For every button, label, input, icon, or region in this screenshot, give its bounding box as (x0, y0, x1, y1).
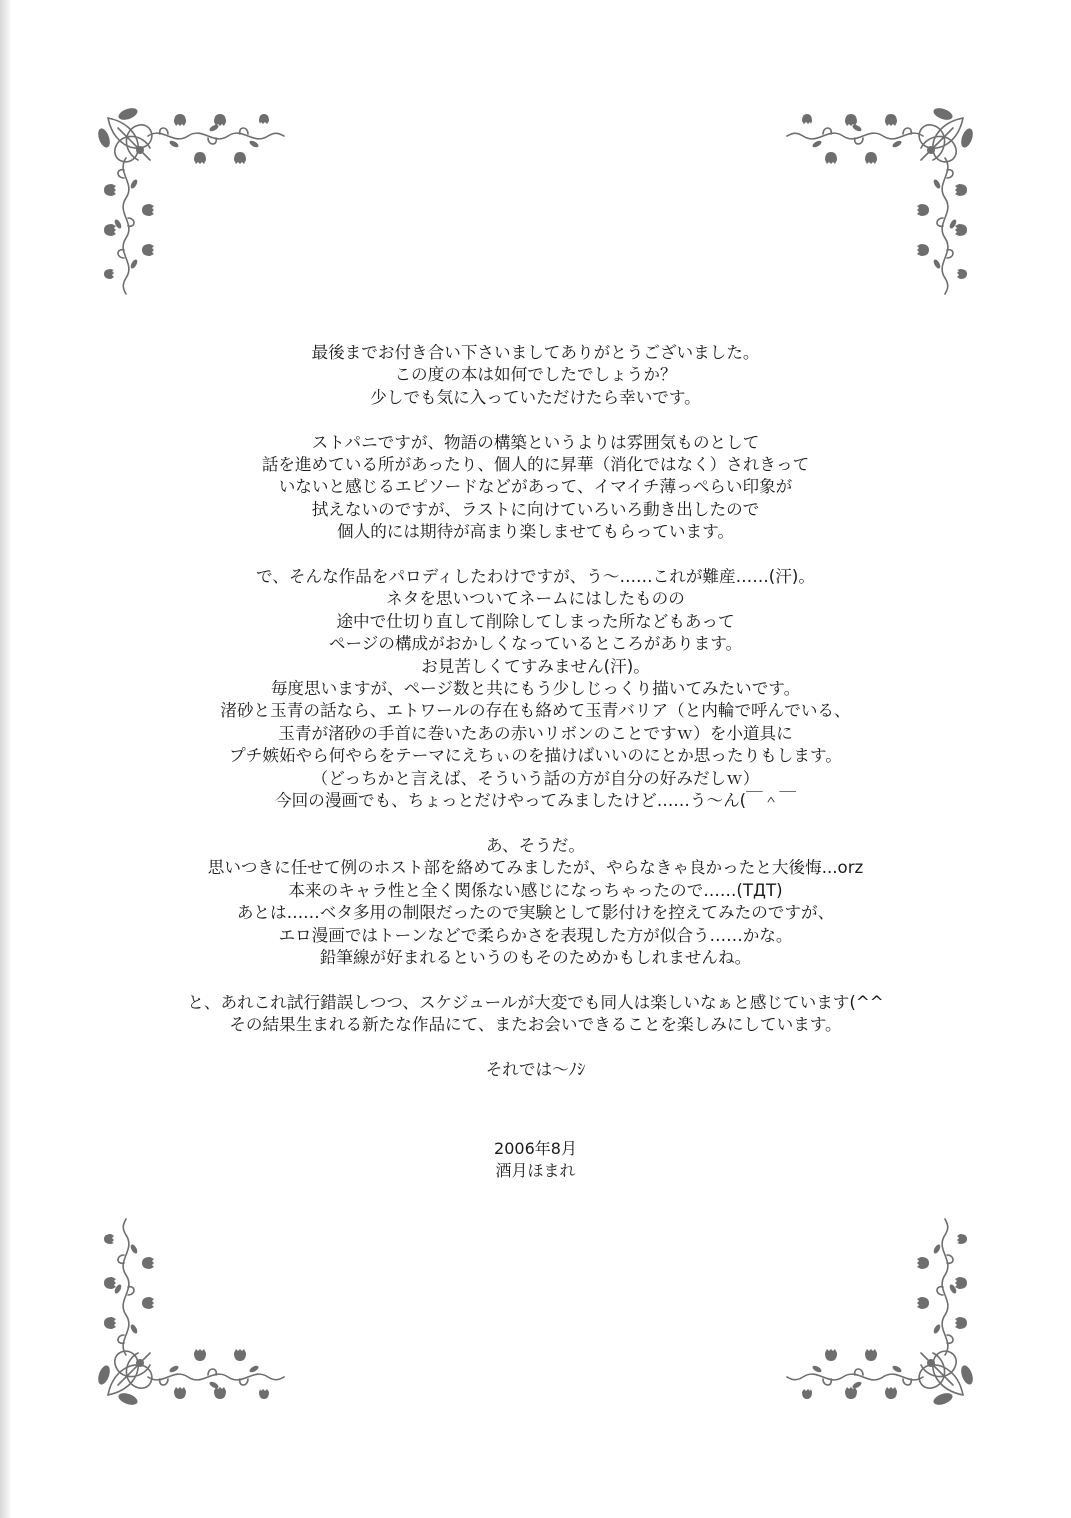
paragraph (120, 342, 951, 409)
text-line: 個人的には期待が高まり楽しませてもらっています。 (337, 522, 734, 542)
text-line: 玉青が渚砂の手首に巻いたあの赤いリボンのことですｗ）を小道具に (278, 723, 793, 743)
text-line: ストパニですが、物語の構築というよりは雰囲気ものとして (311, 432, 760, 452)
text-line: いないと感じるエピソードなどがあって、イマイチ薄っぺらい印象が (278, 477, 793, 497)
text-line: 話を進めている所があったり、個人的に昇華（消化ではなく）されきって (261, 455, 810, 475)
text-line: この度の本は如何でしたでしょうか？ (394, 365, 677, 385)
text-line: 毎度思いますが、ページ数と共にもう少しじっくり描いてみたいです。 (270, 679, 801, 699)
text-line: お見苦しくてすみません(汗)。 (421, 656, 650, 676)
text-line: 渚砂と玉青の話なら、エトワールの存在も絡めて玉青バリア（と内輪で呼んでいる、 (220, 701, 851, 721)
text-line: その結果生まれる新たな作品にて、またお会いできることを楽しみにしています。 (229, 1015, 842, 1035)
text-line: 途中で仕切り直して削除してしまった所などもあって (336, 611, 735, 631)
paragraph (120, 566, 951, 812)
author-name: 酒月ほまれ (495, 1161, 576, 1180)
text-line: エロ漫画ではトーンなどで柔らかさを表現した方が似合う……かな。 (278, 925, 793, 945)
paragraph (120, 835, 951, 969)
text-line: それでは～ﾉｼ (485, 1059, 586, 1079)
corner-ornament-bottom-left (88, 1215, 288, 1415)
text-line: 今回の漫画でも、ちょっとだけやってみましたけど……う～ん(￣＾￣ (275, 791, 796, 811)
paragraph (120, 1059, 951, 1081)
text-line: ページの構成がおかしくなっているところがあります。 (328, 634, 743, 654)
text-line: 最後までお付き合い下さいましてありがとうございました。 (311, 343, 760, 362)
text-line: （どっちかと言えば、そういう話の方が自分の好みだしｗ） (311, 768, 760, 788)
paragraph (120, 992, 951, 1037)
text-line: で、そんな作品をパロディしたわけですが、う～……これが難産……(汗)。 (256, 567, 815, 587)
text-line: 本来のキャラ性と全く関係ない感じになっちゃったので……(TДT) (288, 880, 783, 900)
corner-ornament-bottom-right (783, 1215, 983, 1415)
text-line: あとは……ベタ多用の制限だったので実験として影付けを控えてみたのですが、 (236, 903, 835, 923)
signoff-block (120, 1138, 951, 1182)
afterword-text (120, 342, 951, 1104)
text-line: あ、そうだ。 (486, 835, 585, 855)
date-line: 2006年8月 (494, 1139, 577, 1158)
text-line: 鉛筆線が好まれるというのもそのためかもしれませんね。 (319, 947, 752, 967)
text-line: 少しでも気に入っていただけたら幸いです。 (370, 387, 701, 407)
text-line: 拭えないのですが、ラストに向けていろいろ動き出したので (311, 499, 760, 519)
corner-ornament-top-left (88, 98, 288, 298)
paragraph (120, 432, 951, 544)
text-line: プチ嫉妬やら何やらをテーマにえちぃのを描けばいいのにとか思ったりもします。 (229, 746, 842, 766)
text-line: ネタを思いついてネームにはしたものの (386, 589, 685, 609)
corner-ornament-top-right (783, 98, 983, 298)
page-binding-edge (0, 0, 12, 1518)
text-line: と、あれこれ試行錯誤しつつ、スケジュールが大変でも同人は楽しいなぁと感じています(^^ (187, 992, 884, 1012)
text-line: 思いつきに任せて例のホスト部を絡めてみましたが、やらなきゃ良かったと大後悔...orz (207, 858, 864, 878)
